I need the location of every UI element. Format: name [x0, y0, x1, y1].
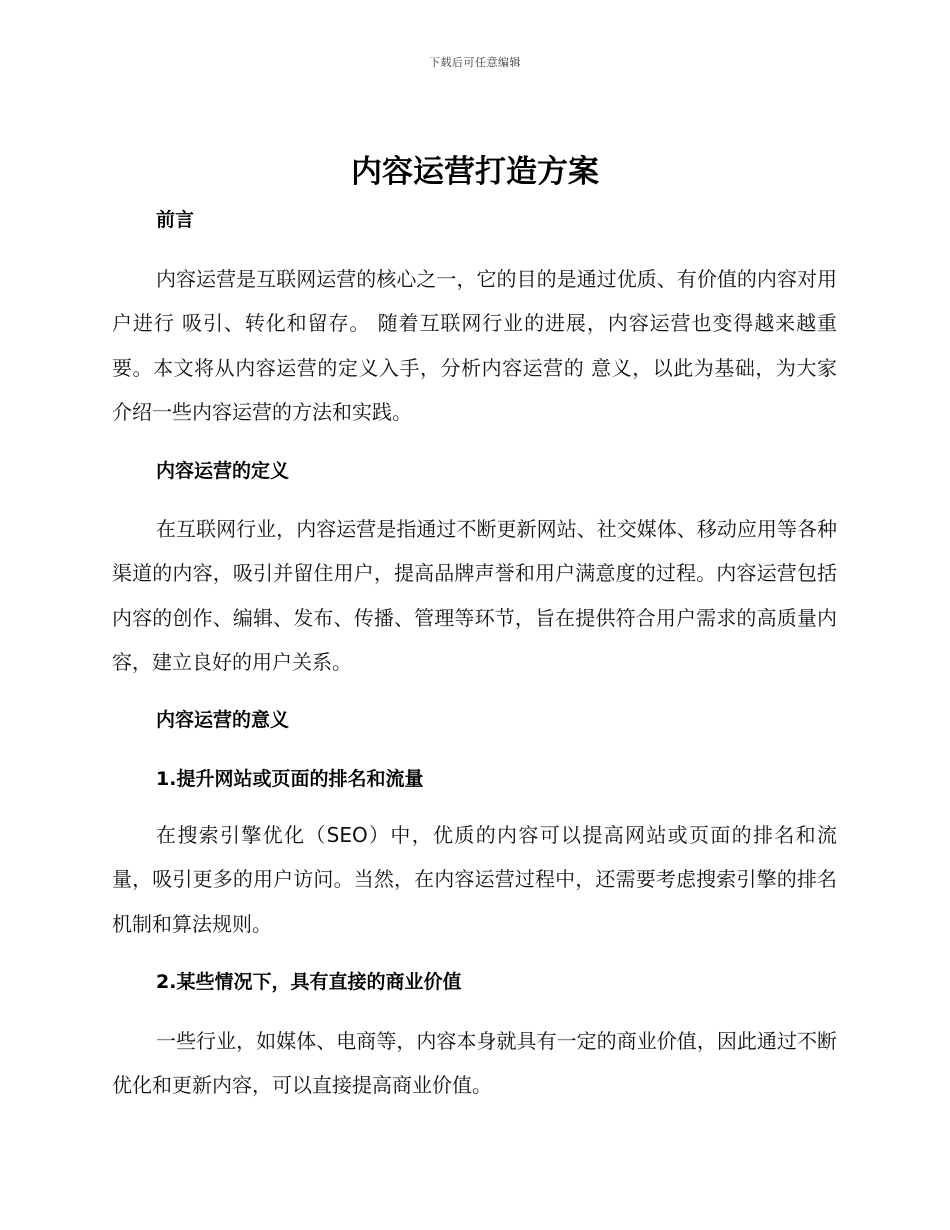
section-heading-significance: 内容运营的意义 — [156, 709, 290, 731]
section-heading-definition: 内容运营的定义 — [156, 460, 290, 482]
document-title: 内容运营打造方案 — [351, 154, 599, 190]
section-heading-ranking: 1.提升网站或页面的排名和流量 — [156, 768, 424, 790]
section-paragraph-preface: 内容运营是互联网运营的核心之一，它的目的是通过优质、有价值的内容对用户进行 吸引、转化和留存。 随着互联网行业的进展，内容运营也变得越来越重要。本文将从内容运营的定义入手，分析内容运营的 意义，以此为基础，为大家介绍一些内容运营的方法和实践。 — [112, 267, 837, 424]
section-heading-commercial-value: 2.某些情况下，具有直接的商业价值 — [156, 971, 462, 993]
section-heading-preface: 前言 — [156, 209, 195, 231]
page-header: 下载后可任意编辑 — [429, 56, 521, 69]
section-paragraph-definition: 在互联网行业，内容运营是指通过不断更新网站、社交媒体、移动应用等各种渠道的内容，吸引并留住用户，提高品牌声誉和用户满意度的过程。内容运营包括内容的创作、编辑、发布、传播、管理等环节，旨在提供符合用户需求的高质量内容，建立良好的用户关系。 — [112, 517, 837, 674]
section-paragraph-ranking: 在搜索引擎优化（SEO）中，优质的内容可以提高网站或页面的排名和流量，吸引更多的用户访问。当然，在内容运营过程中，还需要考虑搜索引擎的排名机制和算法规则。 — [112, 823, 837, 936]
section-paragraph-commercial-value: 一些行业，如媒体、电商等，内容本身就具有一定的商业价值，因此通过不断优化和更新内容，可以直接提高商业价值。 — [112, 1029, 837, 1098]
